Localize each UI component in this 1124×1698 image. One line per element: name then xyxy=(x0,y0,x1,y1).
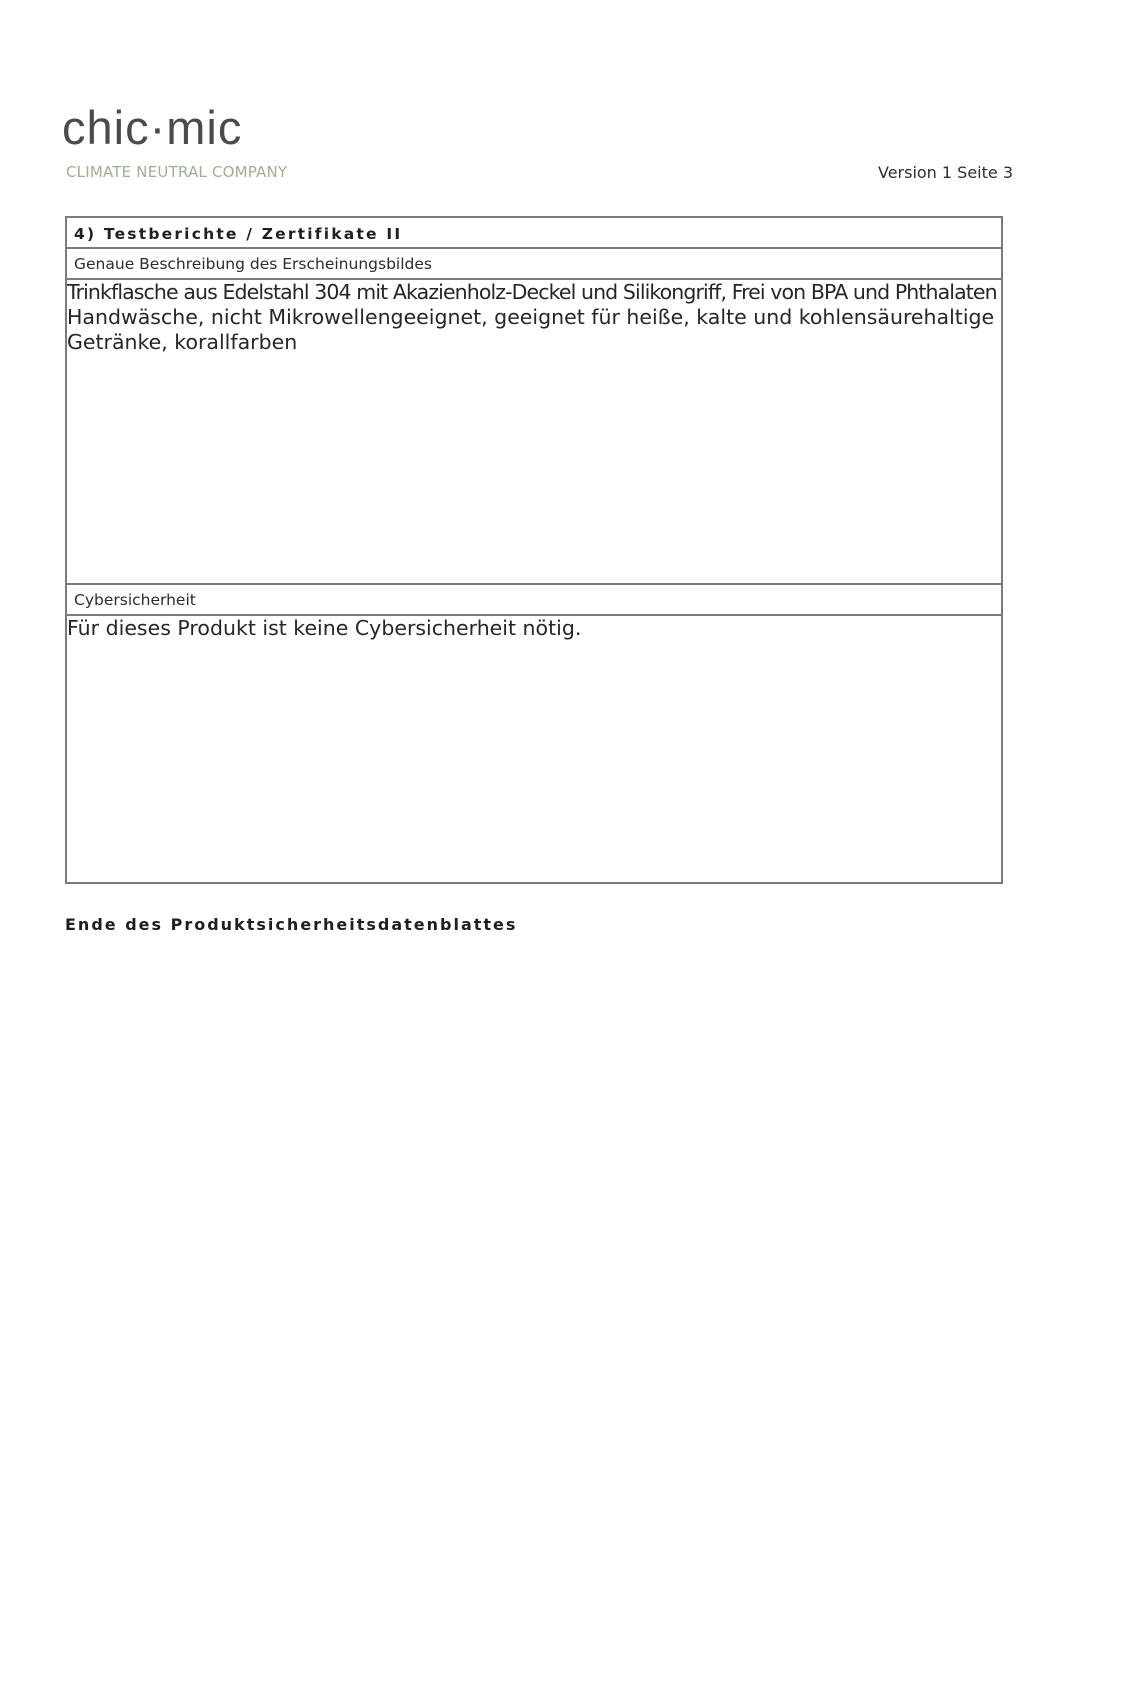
company-logo: chic·mic xyxy=(62,101,243,154)
appearance-line-2: Handwäsche, nicht Mikrowellengeeignet, geeignet für heiße, kalte und kohlensäurehaltige xyxy=(67,305,995,329)
appearance-line-1: Trinkflasche aus Edelstahl 304 mit Akazienholz-Deckel und Silikongriff, Frei von BPA und Phthalaten xyxy=(67,280,997,304)
section-title: 4) Testberichte / Zertifikate II xyxy=(67,218,1001,249)
company-tagline: CLIMATE NEUTRAL COMPANY xyxy=(66,163,288,181)
document-end-note: Ende des Produktsicherheitsdatenblattes xyxy=(65,915,518,934)
cybersecurity-label: Cybersicherheit xyxy=(67,585,1001,616)
appearance-line-3: Getränke, korallfarben xyxy=(67,330,298,354)
test-reports-section xyxy=(65,216,1003,884)
appearance-description xyxy=(67,280,1001,585)
appearance-label: Genaue Beschreibung des Erscheinungsbildes xyxy=(67,249,1001,280)
cybersecurity-text: Für dieses Produkt ist keine Cybersicherheit nötig. xyxy=(67,616,582,640)
cybersecurity-description xyxy=(67,616,1001,882)
version-page-label: Version 1 Seite 3 xyxy=(877,163,1013,182)
